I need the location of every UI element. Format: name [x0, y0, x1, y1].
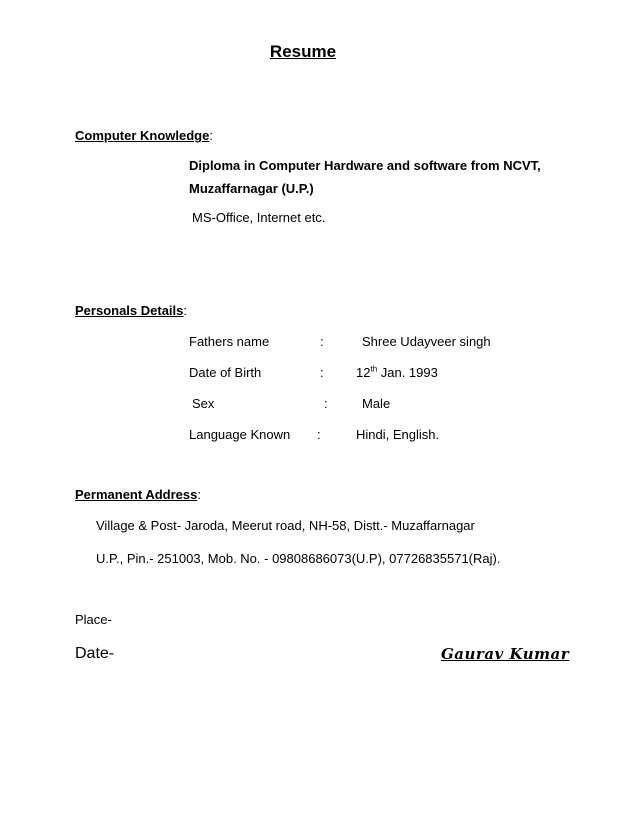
computer-knowledge-heading [75, 128, 213, 143]
address-line: U.P., Pin.- 251003, Mob. No. - 09808686073(U.P), 07726835571(Raj). [96, 551, 501, 566]
signature: Gaurav Kumar [441, 645, 570, 663]
detail-label-fathers-name: Fathers name [189, 334, 270, 349]
permanent-address-heading [75, 487, 201, 502]
personal-details-heading-text: Personals Details [75, 303, 184, 318]
personal-details-heading [75, 303, 187, 318]
permanent-address-heading-text: Permanent Address [75, 487, 198, 502]
address-line: Village & Post- Jaroda, Meerut road, NH-58, Distt.- Muzaffarnagar [96, 518, 475, 533]
detail-value-sex: Male [362, 396, 391, 411]
computer-knowledge-line: MS-Office, Internet etc. [192, 210, 326, 225]
detail-separator: : [317, 427, 321, 442]
heading-colon: : [197, 487, 201, 502]
detail-value-language: Hindi, English. [356, 427, 440, 442]
computer-knowledge-heading-text: Computer Knowledge [75, 128, 210, 143]
dob-rest: Jan. 1993 [377, 365, 438, 380]
dob-day-suffix: th [370, 364, 378, 374]
detail-separator: : [320, 334, 324, 349]
heading-colon: : [209, 128, 213, 143]
heading-colon: : [183, 303, 188, 318]
date-label: Date- [75, 645, 115, 662]
computer-knowledge-line: Diploma in Computer Hardware and software from NCVT, [189, 158, 541, 173]
detail-label-date-of-birth: Date of Birth [189, 365, 262, 380]
place-label: Place- [75, 612, 112, 627]
computer-knowledge-line: Muzaffarnagar (U.P.) [189, 181, 314, 196]
page-title: Resume [269, 42, 337, 61]
detail-separator: : [320, 365, 324, 380]
detail-label-language: Language Known [189, 427, 291, 442]
detail-value-fathers-name: Shree Udayveer singh [362, 334, 491, 349]
detail-separator: : [324, 396, 328, 411]
detail-value-date-of-birth [356, 365, 438, 380]
detail-label-sex: Sex [192, 396, 215, 411]
dob-day: 12 [356, 365, 371, 380]
